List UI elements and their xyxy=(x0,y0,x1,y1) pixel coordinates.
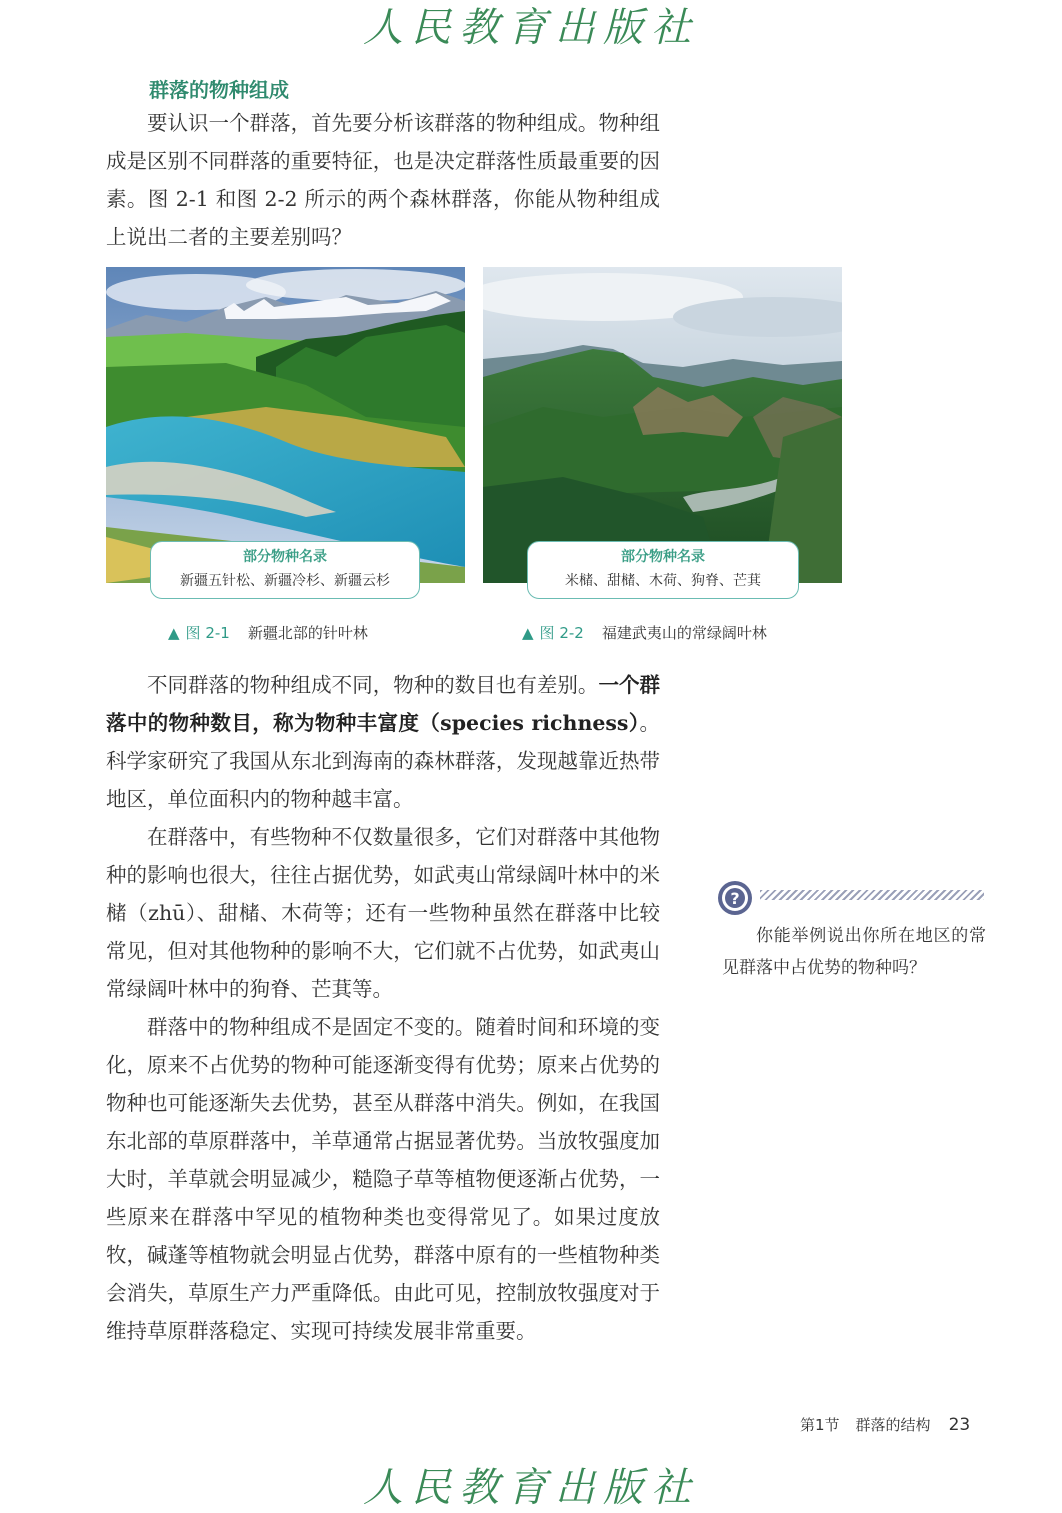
publisher-watermark-bottom: 人民教育出版社 xyxy=(363,1465,699,1511)
species-list-text: 新疆五针松、新疆冷杉、新疆云杉 xyxy=(180,573,390,589)
paragraph-text: 。科学家研究了我国从东北到海南的森林群落，发现越靠近热带地区，单位面积内的物种越丰富。 xyxy=(106,711,660,811)
figure-caption-2-2 xyxy=(522,622,767,643)
species-box-title: 部分物种名录 xyxy=(621,549,705,565)
svg-text:?: ? xyxy=(730,889,740,908)
paragraph-species-change: 群落中的物种组成不是固定不变的。随着时间和环境的变化，原来不占优势的物种可能逐渐变得有优势；原来占优势的物种也可能逐渐失去优势，甚至从群落中消失。例如，在我国东北部的草原群落中，羊草通常占据显著优势。当放牧强度加大时，羊草就会明显减少，糙隐子草等植物便逐渐占优势，一些原来在群落中罕见的植物种类也变得常见了。如果过度放牧，碱蓬等植物就会明显占优势，群落中原有的一些植物种类会消失，草原生产力严重降低。由此可见，控制放牧强度对于维持草原群落稳定、实现可持续发展非常重要。 xyxy=(106,1015,660,1343)
species-richness-definition: 一个群落中的物种数目，称为物种丰富度（species richness） xyxy=(106,673,661,735)
photo-evergreen-broadleaf-forest xyxy=(483,267,842,583)
figure-caption-text: 福建武夷山的常绿阔叶林 xyxy=(601,624,767,642)
figure-caption-text: 新疆北部的针叶林 xyxy=(247,624,368,642)
photo-coniferous-forest xyxy=(106,267,465,583)
species-list-text: 米槠、甜槠、木荷、狗脊、芒萁 xyxy=(565,573,761,589)
triangle-marker-icon: ▲ xyxy=(522,624,534,642)
species-box-title: 部分物种名录 xyxy=(243,549,327,565)
question-icon xyxy=(717,880,753,916)
sidebar-question xyxy=(722,920,986,984)
species-list-box-fig2 xyxy=(527,541,799,599)
main-text xyxy=(106,666,660,1350)
figure-caption-2-1 xyxy=(168,622,368,643)
figure-label: 图 2-2 xyxy=(539,624,584,642)
intro-paragraph xyxy=(106,104,660,256)
footer-section-label: 第1节 xyxy=(800,1416,840,1434)
page-footer xyxy=(800,1414,970,1435)
sidebar-question-text: 你能举例说出你所在地区的常见群落中占优势的物种吗？ xyxy=(722,926,986,978)
publisher-watermark-top: 人民教育出版社 xyxy=(363,5,699,51)
intro-text: 要认识一个群落，首先要分析该群落的物种组成。物种组成是区别不同群落的重要特征，也是决定群落性质最重要的因素。图 2-1 和图 2-2 所示的两个森林群落，你能从物种组成上说出二者的主要差别吗？ xyxy=(106,111,660,249)
paragraph-text: 不同群落的物种组成不同，物种的数目也有差别。 xyxy=(147,673,599,697)
species-list-box-fig1 xyxy=(150,541,420,599)
triangle-marker-icon: ▲ xyxy=(168,624,180,642)
paragraph-dominant-species: 在群落中，有些物种不仅数量很多，它们对群落中其他物种的影响也很大，往往占据优势，如武夷山常绿阔叶林中的米槠（zhū）、甜槠、木荷等；还有一些物种虽然在群落中比较常见，但对其他物种的影响不大，它们就不占优势，如武夷山常绿阔叶林中的狗脊、芒萁等。 xyxy=(106,825,660,1001)
footer-section-title: 群落的结构 xyxy=(855,1416,931,1434)
question-divider xyxy=(760,890,984,900)
page-number: 23 xyxy=(948,1415,971,1435)
section-heading: 群落的物种组成 xyxy=(149,78,289,102)
paragraph-species-richness xyxy=(106,666,660,818)
figure-label: 图 2-1 xyxy=(185,624,230,642)
